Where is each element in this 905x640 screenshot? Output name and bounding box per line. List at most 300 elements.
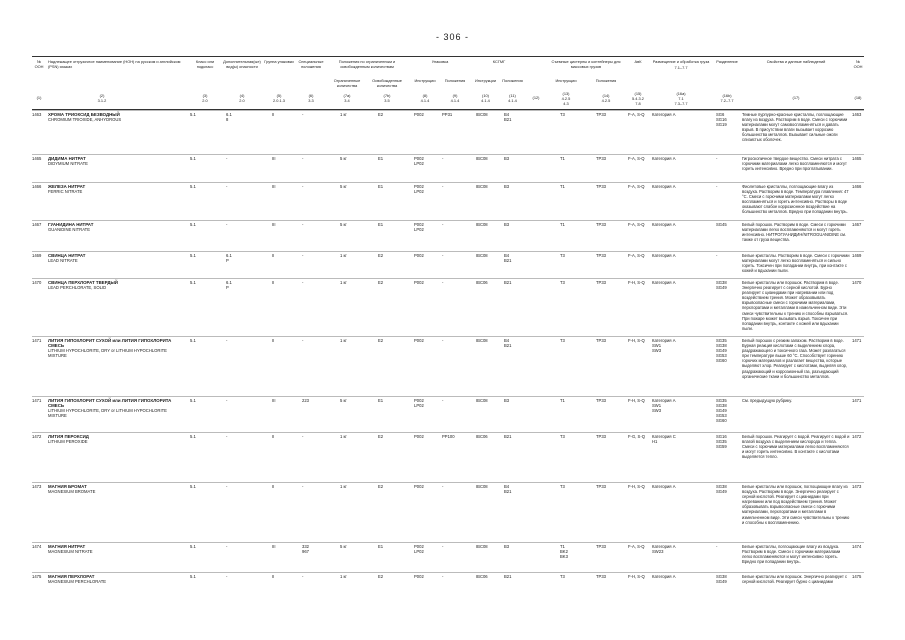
table-cell-properties: Белые кристаллы или порошок, поглощающие влагу из воздуха. Растворим в воде. Энергично реагирует с серной кислотой. Реагирует с цианидами при нагревании или под воздействием трения. Может образовывать взрывоопасные смеси с горючими материалами, перхлоратами и металлами в измельченном виде. Эти смеси чувствительны к трению и способны к воспламенению.: [742, 484, 850, 525]
table-cell-tank-instr: T3: [560, 280, 565, 285]
table-cell-stowage: Категория A: [652, 574, 676, 579]
table-cell-ibc-prov: B3: [504, 222, 510, 227]
table-cell-pack-prov: -: [442, 280, 444, 285]
table-cell-excepted-qty: E2: [378, 280, 384, 285]
table-cell-un: 1465: [32, 156, 42, 161]
colnum: (6): [308, 93, 314, 98]
table-cell-name-en: LEAD PERCHLORATE, SOLID: [48, 285, 107, 290]
table-cell-stowage: Категория A SW1 SW3: [652, 338, 676, 353]
colnum: 4.1.4: [481, 98, 490, 103]
table-cell-name-ru: ЛИТИЯ ПЕРОКСИД: [48, 434, 89, 439]
table-cell-ems: F-H, S-Q: [628, 398, 645, 403]
table-cell-excepted-qty: E2: [378, 338, 384, 343]
table-cell-stowage: Категория A: [652, 156, 676, 161]
table-cell-un-right: 1473: [852, 484, 862, 489]
table-cell-name-en: DIDYMIUM NITRATE: [48, 161, 88, 166]
table-cell-name-ru: ХРОМА ТРИОКСИД БЕЗВОДНЫЙ: [48, 112, 120, 117]
header-lq-b: Освобожденные количества: [372, 78, 402, 88]
table-cell-subrisk: -: [226, 574, 228, 579]
table-cell-un: 1472: [32, 434, 42, 439]
table-cell-stowage: Категория A: [652, 112, 676, 117]
header-pack: Упаковка: [431, 59, 449, 64]
table-cell-packing-group: III: [272, 222, 276, 227]
table-cell-pack-instr: P002: [414, 574, 424, 579]
row-divider: [32, 110, 864, 111]
table-cell-class: 5.1: [190, 398, 196, 403]
table-cell-tank-instr: T3: [560, 253, 565, 258]
table-cell-pack-prov: -: [442, 574, 444, 579]
colnum: (16b): [722, 93, 732, 98]
table-cell-name-ru: ЛИТИЯ ГИПОХЛОРИТ СУХОЙ или ЛИТИЯ ГИПОХЛОРИТА СМЕСЬ: [48, 338, 172, 348]
table-cell-special-provisions: -: [302, 253, 304, 258]
table-cell-un-right: 1469: [852, 253, 862, 258]
row-divider: [32, 336, 864, 337]
table-cell-ems: F-G, S-Q: [628, 434, 645, 439]
table-cell-limited-qty: 1 кг: [340, 484, 347, 489]
table-cell-name-en: FERRIC NITRATE: [48, 189, 83, 194]
table-cell-special-provisions: -: [302, 222, 304, 227]
table-cell-excepted-qty: E1: [378, 184, 384, 189]
colnum: (18): [854, 95, 862, 100]
table-cell-name-ru: ДИДИМА НИТРАТ: [48, 156, 86, 161]
table-cell-special-provisions: -: [302, 156, 304, 161]
table-cell-stowage: Категория C H1: [652, 434, 676, 444]
header-lq-a: Ограниченные количества: [333, 78, 361, 88]
header-un-right: № ООН: [853, 59, 863, 69]
table-cell-subrisk: -: [226, 434, 228, 439]
table-cell-limited-qty: 5 кг: [340, 156, 347, 161]
table-cell-packing-group: II: [272, 338, 275, 343]
colnum: (13): [562, 91, 570, 96]
table-cell-excepted-qty: E1: [378, 398, 384, 403]
table-cell-segregation: SG38 SG49: [716, 484, 727, 494]
colnum: 7.2–7.7: [720, 98, 734, 103]
table-cell-special-provisions: -: [302, 434, 304, 439]
colnum: (16a): [676, 91, 686, 96]
table-cell-name-ru: ЖЕЛЕЗА НИТРАТ: [48, 184, 86, 189]
table-cell-pack-prov: -: [442, 156, 444, 161]
colnum: 4.1.4: [450, 98, 460, 103]
table-cell-pack-prov: -: [442, 222, 444, 227]
table-cell-ibc-instr: IBC06: [476, 280, 488, 285]
header-un: № ООН: [34, 59, 44, 69]
header-class: Класс или подкласс: [195, 59, 215, 69]
header-tank-a: Инструкции: [555, 78, 577, 83]
table-cell-name-ru: СВИНЦА ПЕРХЛОРАТ ТВЕРДЫЙ: [48, 280, 118, 285]
table-cell-special-provisions: -: [302, 338, 304, 343]
table-cell-ibc-instr: IBC08: [476, 184, 488, 189]
header-pack-b: Положения: [444, 78, 466, 83]
colnum: 7.3–7.7: [674, 101, 688, 106]
table-cell-ibc-prov: B4 B21: [504, 484, 512, 494]
colnum: 3.1.2: [97, 98, 107, 103]
table-cell-pack-prov: -: [442, 338, 444, 343]
table-cell-properties: Фиолетовые кристаллы, поглощающие влагу из воздуха. Растворим в воде. Температура плавления: 47 °C. Смеси с горючими материалами могут легко воспламеняться и гореть интенсивно. Растворы в воде оказывают слабое коррозионное воздействие на большинство металлов. Вредно при попадании внутрь.: [742, 184, 849, 215]
table-cell-pack-prov: -: [442, 544, 444, 549]
table-cell-subrisk: 6.1 P: [226, 253, 232, 263]
table-cell-class: 5.1: [190, 112, 196, 117]
table-cell-name-ru: МАГНИЯ НИТРАТ: [48, 544, 86, 549]
table-cell-name-en: CHROMIUM TRIOXIDE, ANHYDROUS: [48, 117, 122, 122]
table-cell-subrisk: -: [226, 184, 228, 189]
table-cell-limited-qty: 1 кг: [340, 253, 347, 258]
table-cell-name-en: MAGNESIUM BROMATE: [48, 489, 96, 494]
table-cell-pack-prov: -: [442, 398, 444, 403]
header-ems: АвК: [634, 59, 642, 64]
table-cell-excepted-qty: E1: [378, 156, 384, 161]
table-cell-excepted-qty: E1: [378, 544, 384, 549]
table-cell-un-right: 1470: [852, 280, 862, 285]
table-cell-name-en: LITHIUM PEROXIDE: [48, 439, 88, 444]
page-number: - 306 -: [435, 32, 469, 42]
header-stowage: Размещение и обработка груза: [652, 59, 710, 64]
colnum: (4): [239, 93, 245, 98]
header-tank-b: Положения: [595, 78, 617, 83]
table-cell-class: 5.1: [190, 184, 196, 189]
table-cell-ems: F-A, S-Q: [628, 222, 645, 227]
table-cell-excepted-qty: E2: [378, 484, 384, 489]
table-cell-properties: Белый порошок с резким запахом. Растворим в воде. Бурная реакция кислотами с выделением хлора, раздражающего и токсичного газа. Может разлагаться при температуре выше 60 °C. Способствует горению горючих материалов и разлагает вещества, которые выделяют хлор. Реагирует с кислотами, выделяя хлор, раздражающий и коррозионный газ, разъедающий органические ткани и большинство металлов.: [742, 338, 848, 379]
table-cell-un-right: 1465: [852, 156, 862, 161]
table-cell-pack-instr: P002: [414, 253, 424, 258]
table-cell-properties: Темные пурпурно-красные кристаллы, поглощающие влагу из воздуха. Растворим в воде. Смеси с горючими материалами могут самовоспламеняться и давать взрыв. В присутствии влаги вызывает коррозию большинства металлов. Вызывает сильные ожоги слизистых оболочек.: [742, 112, 848, 143]
table-cell-ibc-prov: B3: [504, 184, 510, 189]
table-cell-un-right: 1466: [852, 184, 862, 189]
table-cell-pack-instr: P002: [414, 434, 424, 439]
table-cell-name-ru: МАГНИЯ ПЕРХЛОРАТ: [48, 574, 95, 579]
colnum: (8): [422, 93, 428, 98]
table-cell-tank-prov: TP33: [596, 398, 607, 403]
table-cell-stowage: Категория A: [652, 280, 676, 285]
table-cell-properties: Белые кристаллы, поглощающие влагу из воздуха. Растворим в воде. Смеси с горючими материалами легко воспламеняются и могут интенсивно гореть. Вредно при попадании внутрь.: [742, 544, 841, 565]
colnum: 4.1.4: [420, 98, 430, 103]
table-cell-subrisk: -: [226, 222, 228, 227]
table-cell-segregation: -: [716, 184, 718, 189]
table-cell-ems: F-A, S-Q: [628, 156, 645, 161]
table-cell-name-en: LEAD NITRATE: [48, 258, 78, 263]
table-cell-pack-prov: PP100: [442, 434, 455, 439]
table-header: [32, 56, 864, 110]
table-cell-tank-instr: T1: [560, 156, 565, 161]
table-cell-pack-prov: -: [442, 484, 444, 489]
table-cell-tank-prov: TP33: [596, 184, 607, 189]
header-ibc: КСГМГ: [492, 59, 506, 64]
table-cell-packing-group: II: [272, 253, 275, 258]
table-cell-special-provisions: 223: [302, 398, 309, 403]
table-cell-ems: F-H, S-Q: [628, 338, 645, 343]
table-cell-ibc-prov: B4 B21: [504, 112, 512, 122]
table-cell-segregation: SG35 SG38 SG49 SG53 SG60: [716, 398, 727, 423]
table-cell-class: 5.1: [190, 574, 196, 579]
table-cell-segregation: -: [716, 544, 718, 549]
table-cell-un: 1466: [32, 184, 42, 189]
table-cell-tank-prov: TP33: [596, 338, 607, 343]
table-cell-limited-qty: 5 кг: [340, 398, 347, 403]
table-cell-ibc-prov: B3: [504, 156, 510, 161]
colnum: (17): [792, 95, 800, 100]
table-cell-segregation: SG38 SG49: [716, 280, 727, 290]
table-cell-limited-qty: 1 кг: [340, 280, 347, 285]
table-cell-ibc-instr: IBC06: [476, 574, 488, 579]
table-cell-subrisk: -: [226, 338, 228, 343]
colnum: (11): [509, 93, 516, 98]
table-cell-segregation: SG45: [716, 222, 727, 227]
table-cell-tank-prov: TP33: [596, 222, 607, 227]
table-cell-tank-prov: TP33: [596, 156, 607, 161]
table-cell-packing-group: II: [272, 112, 275, 117]
table-cell-tank-instr: T1: [560, 184, 565, 189]
table-cell-excepted-qty: E1: [378, 222, 384, 227]
colnum: (1): [36, 95, 42, 100]
table-cell-pack-instr: P002: [414, 484, 424, 489]
table-cell-pack-prov: -: [442, 184, 444, 189]
header-segregation: Разделение: [716, 59, 738, 64]
colnum: (9): [452, 93, 458, 98]
table-cell-limited-qty: 1 кг: [340, 434, 347, 439]
table-cell-class: 5.1: [190, 222, 196, 227]
table-cell-ibc-instr: IBC08: [476, 544, 488, 549]
table-cell-limited-qty: 1 кг: [340, 112, 347, 117]
table-cell-name-ru: МАГНИЯ БРОМАТ: [48, 484, 87, 489]
table-cell-ems: F-A, S-Q: [628, 184, 645, 189]
table-cell-un: 1475: [32, 574, 42, 579]
header-pack-a: Инструкции: [414, 78, 436, 83]
colnum: (3): [202, 93, 208, 98]
colnum: (15): [634, 91, 642, 96]
header-ibc-b: Положения: [502, 78, 523, 83]
table-cell-special-provisions: -: [302, 484, 304, 489]
table-cell-ibc-instr: IBC08: [476, 112, 488, 117]
table-cell-ibc-prov: B4 B21: [504, 338, 512, 348]
table-cell-limited-qty: 5 кг: [340, 222, 347, 227]
table-cell-subrisk: -: [226, 484, 228, 489]
row-divider: [32, 432, 864, 433]
table-cell-pack-instr: P002 LP02: [414, 184, 424, 194]
header-name: Надлежащее отгрузочное наименование (НОН) на русском и английском (PSN) языках: [48, 59, 181, 69]
row-divider: [32, 482, 864, 483]
table-cell-packing-group: III: [272, 156, 276, 161]
table-cell-tank-prov: TP33: [596, 280, 607, 285]
table-cell-tank-prov: TP33: [596, 574, 607, 579]
table-cell-name-en: LITHIUM HYPOCHLORITE, DRY or LITHIUM HYPOCHLORITE MIXTURE: [48, 348, 167, 358]
table-cell-un: 1471: [32, 338, 42, 343]
table-cell-packing-group: II: [272, 280, 275, 285]
header-properties: Свойства и данные наблюдений: [766, 59, 826, 64]
table-cell-stowage: Категория A SW1 SW3: [652, 398, 676, 413]
table-cell-pack-instr: P002 LP02: [414, 544, 424, 554]
table-cell-tank-prov: TP33: [596, 484, 607, 489]
table-cell-un-right: 1475: [852, 574, 862, 579]
table-cell-limited-qty: 5 кг: [340, 184, 347, 189]
table-cell-un-right: 1472: [852, 434, 862, 439]
table-cell-name-en: MAGNESIUM NITRATE: [48, 549, 93, 554]
table-cell-segregation: SG16 SG35 SG59: [716, 434, 727, 449]
header-pg: Группа упаковки: [264, 59, 294, 64]
table-cell-tank-instr: T3: [560, 484, 565, 489]
table-cell-subrisk: -: [226, 156, 228, 161]
table-cell-limited-qty: 5 кг: [340, 544, 347, 549]
table-cell-un-right: 1463: [852, 112, 862, 117]
row-divider: [32, 572, 864, 573]
colnum: 3.5: [384, 98, 390, 103]
table-cell-class: 5.1: [190, 484, 196, 489]
table-cell-special-provisions: -: [302, 574, 304, 579]
table-cell-packing-group: III: [272, 184, 276, 189]
table-cell-ibc-instr: IBC08: [476, 222, 488, 227]
table-cell-pack-prov: -: [442, 253, 444, 258]
colnum: 3.3: [308, 98, 314, 103]
table-cell-special-provisions: -: [302, 112, 304, 117]
table-cell-un: 1473: [32, 484, 42, 489]
table-cell-tank-instr: T3: [560, 338, 565, 343]
colnum: 7.8: [635, 101, 641, 106]
table-cell-name-en: GUANIDINE NITRATE: [48, 227, 91, 232]
table-cell-subrisk: -: [226, 398, 228, 403]
table-cell-ems: F-H, S-Q: [628, 484, 645, 489]
table-cell-segregation: -: [716, 253, 718, 258]
table-cell-packing-group: II: [272, 574, 275, 579]
table-cell-properties: Белый порошок. Растворим в воде. Смеси с горючими материалами легко воспламеняются и могут гореть интенсивно. НИТРОГУАНИДИН/NITROGUANIDINE см. также от груза вещества.: [742, 222, 847, 243]
header-sp: Специальные положения: [298, 59, 324, 69]
table-cell-properties: Белые кристаллы или порошок. Растворим в воде. Энергично реагирует с серной кислотой. Бурно реагирует с цианидами при нагревании или под воздействием трения. Может образовывать взрывоопасные смеси с горючими материалами, перхлоратами и металлами в измельченном виде. Эти смеси чувствительны к трению и способны взрываться. При пожаре может вызывать взрыв. Токсичен при попадании внутрь, контакте с кожей или вдыхании пыли.: [742, 280, 849, 331]
table-cell-ems: F-A, S-Q: [628, 253, 645, 258]
row-divider: [32, 220, 864, 221]
table-cell-packing-group: III: [272, 544, 276, 549]
table-cell-class: 5.1: [190, 544, 196, 549]
header-tank: Съемные цистерны и контейнеры для массовых грузов: [551, 59, 621, 69]
table-cell-ibc-prov: B3: [504, 544, 510, 549]
header-ibc-a: Инструкции: [474, 78, 496, 83]
table-cell-subrisk: -: [226, 544, 228, 549]
table-cell-tank-prov: TP33: [596, 434, 607, 439]
table-cell-excepted-qty: E2: [378, 253, 384, 258]
colnum: (10): [482, 93, 489, 98]
header-subrisk: Дополнительная(ые) вид(ы) опасности: [223, 59, 261, 69]
table-cell-special-provisions: -: [302, 280, 304, 285]
table-cell-un: 1471: [32, 398, 42, 403]
row-divider: [32, 278, 864, 279]
table-cell-un: 1469: [32, 253, 42, 258]
table-cell-tank-instr: T1: [560, 222, 565, 227]
colnum: (7b): [383, 93, 391, 98]
header-stowage-ref: 7.1–7.7: [674, 65, 688, 70]
table-cell-pack-instr: P002 LP02: [414, 156, 424, 166]
table-cell-segregation: -: [716, 156, 718, 161]
table-cell-properties: Гигроскопичное твердое вещество. Смеси нитрата с горючими материалами легко воспламеняются и могут гореть интенсивно. Вредно при проглатывании.: [742, 156, 847, 172]
row-divider: [32, 251, 864, 252]
table-cell-un: 1463: [32, 112, 42, 117]
table-cell-tank-instr: T3: [560, 434, 565, 439]
colnum: 7.1: [678, 96, 684, 101]
table-cell-name-en: MAGNESIUM PERCHLORATE: [48, 579, 107, 584]
colnum: 4.2.5: [561, 96, 571, 101]
table-cell-ibc-prov: B21: [504, 434, 512, 439]
colnum: (12): [532, 95, 540, 100]
table-cell-stowage: Категория A: [652, 184, 676, 189]
table-cell-un: 1474: [32, 544, 42, 549]
table-cell-class: 5.1: [190, 434, 196, 439]
table-cell-packing-group: II: [272, 434, 275, 439]
table-cell-excepted-qty: E2: [378, 434, 384, 439]
table-cell-name-ru: СВИНЦА НИТРАТ: [48, 253, 86, 258]
table-cell-limited-qty: 1 кг: [340, 574, 347, 579]
table-cell-excepted-qty: E2: [378, 112, 384, 117]
table-cell-tank-prov: TP33: [596, 253, 607, 258]
table-cell-un-right: 1471: [852, 338, 862, 343]
colnum: (7a): [343, 93, 351, 98]
row-divider: [32, 542, 864, 543]
table-cell-ibc-instr: IBC08: [476, 156, 488, 161]
row-divider: [32, 182, 864, 183]
table-cell-ibc-prov: B3: [504, 398, 510, 403]
table-cell-special-provisions: 332 967: [302, 544, 309, 554]
table-cell-un: 1467: [32, 222, 42, 227]
table-cell-pack-instr: P002 LP02: [414, 222, 424, 232]
table-cell-pack-prov: PP31: [442, 112, 453, 117]
table-cell-ibc-instr: IBC08: [476, 338, 488, 343]
table-cell-limited-qty: 1 кг: [340, 338, 347, 343]
table-cell-segregation: SG6 SG16 SG19: [716, 112, 727, 127]
colnum: 4.3: [563, 101, 569, 106]
table-cell-tank-instr: T3: [560, 574, 565, 579]
table-cell-name-ru: ГУАНИДИНА НИТРАТ: [48, 222, 94, 227]
table-cell-stowage: Категория A: [652, 484, 676, 489]
colnum: (2): [99, 93, 105, 98]
header-lq: Положения по ограниченным и освобожденным количествам: [338, 59, 396, 69]
table-cell-subrisk: 6.1 P: [226, 280, 232, 290]
table-cell-ibc-prov: B21: [504, 280, 512, 285]
table-cell-stowage: Категория A SW23: [652, 544, 676, 554]
table-cell-ibc-instr: IBC08: [476, 398, 488, 403]
colnum: 5.4.3.2: [632, 96, 644, 101]
table-cell-un-right: 1471: [852, 398, 862, 403]
colnum: 2.0.1.3: [273, 98, 285, 103]
table-cell-pack-instr: P002: [414, 112, 424, 117]
table-cell-properties: См. предыдущую рубрику.: [742, 398, 793, 403]
table-cell-name-ru: ЛИТИЯ ГИПОХЛОРИТ СУХОЙ или ЛИТИЯ ГИПОХЛОРИТА СМЕСЬ: [48, 398, 172, 408]
row-divider: [32, 154, 864, 155]
table-cell-properties: Белые кристаллы. Растворим в воде. Смеси с горючими материалами могут легко воспламеняться и сильно гореть. Токсичен при попадании внутрь, при контакте с кожей и вдыхании пыли.: [742, 253, 850, 274]
table-cell-pack-instr: P002 LP02: [414, 398, 424, 408]
colnum: 2.0: [202, 98, 208, 103]
table-cell-ems: F-H, S-Q: [628, 574, 645, 579]
table-cell-segregation: SG35 SG38 SG49 SG53 SG60: [716, 338, 727, 363]
table-cell-ems: F-H, S-Q: [628, 280, 645, 285]
table-cell-packing-group: II: [272, 484, 275, 489]
table-cell-tank-prov: TP33: [596, 112, 607, 117]
table-cell-ems: F-A, S-Q: [628, 544, 645, 549]
colnum: 2.0: [239, 98, 245, 103]
table-cell-un: 1470: [32, 280, 42, 285]
table-cell-packing-group: III: [272, 398, 276, 403]
table-cell-properties: Белые кристаллы или порошок. Энергично реагирует с серной кислотой. Реагирует бурно с цианидами: [742, 574, 848, 585]
table-cell-tank-prov: TP33: [596, 544, 607, 549]
table-cell-tank-instr: T1 BK2 BK3: [560, 544, 568, 559]
table-cell-tank-instr: T3: [560, 112, 565, 117]
table-cell-properties: Белый порошок. Реагирует с водой. Реагирует с водой и влагой воздуха с выделением кислорода и тепла. Смеси с горючими материалами легко воспламеняются и могут гореть интенсивно. В контакте с кислотами выделяется тепло.: [742, 434, 850, 460]
colnum: 3.4: [344, 98, 350, 103]
table-cell-ibc-instr: IBC06: [476, 434, 488, 439]
colnum: 4.2.5: [601, 98, 611, 103]
table-cell-stowage: Категория A: [652, 222, 676, 227]
table-cell-pack-instr: P002: [414, 280, 424, 285]
table-cell-special-provisions: -: [302, 184, 304, 189]
table-cell-stowage: Категория A: [652, 253, 676, 258]
table-cell-pack-instr: P002: [414, 338, 424, 343]
table-cell-class: 5.1: [190, 338, 196, 343]
table-cell-ibc-instr: IBC08: [476, 484, 488, 489]
table-cell-class: 5.1: [190, 156, 196, 161]
